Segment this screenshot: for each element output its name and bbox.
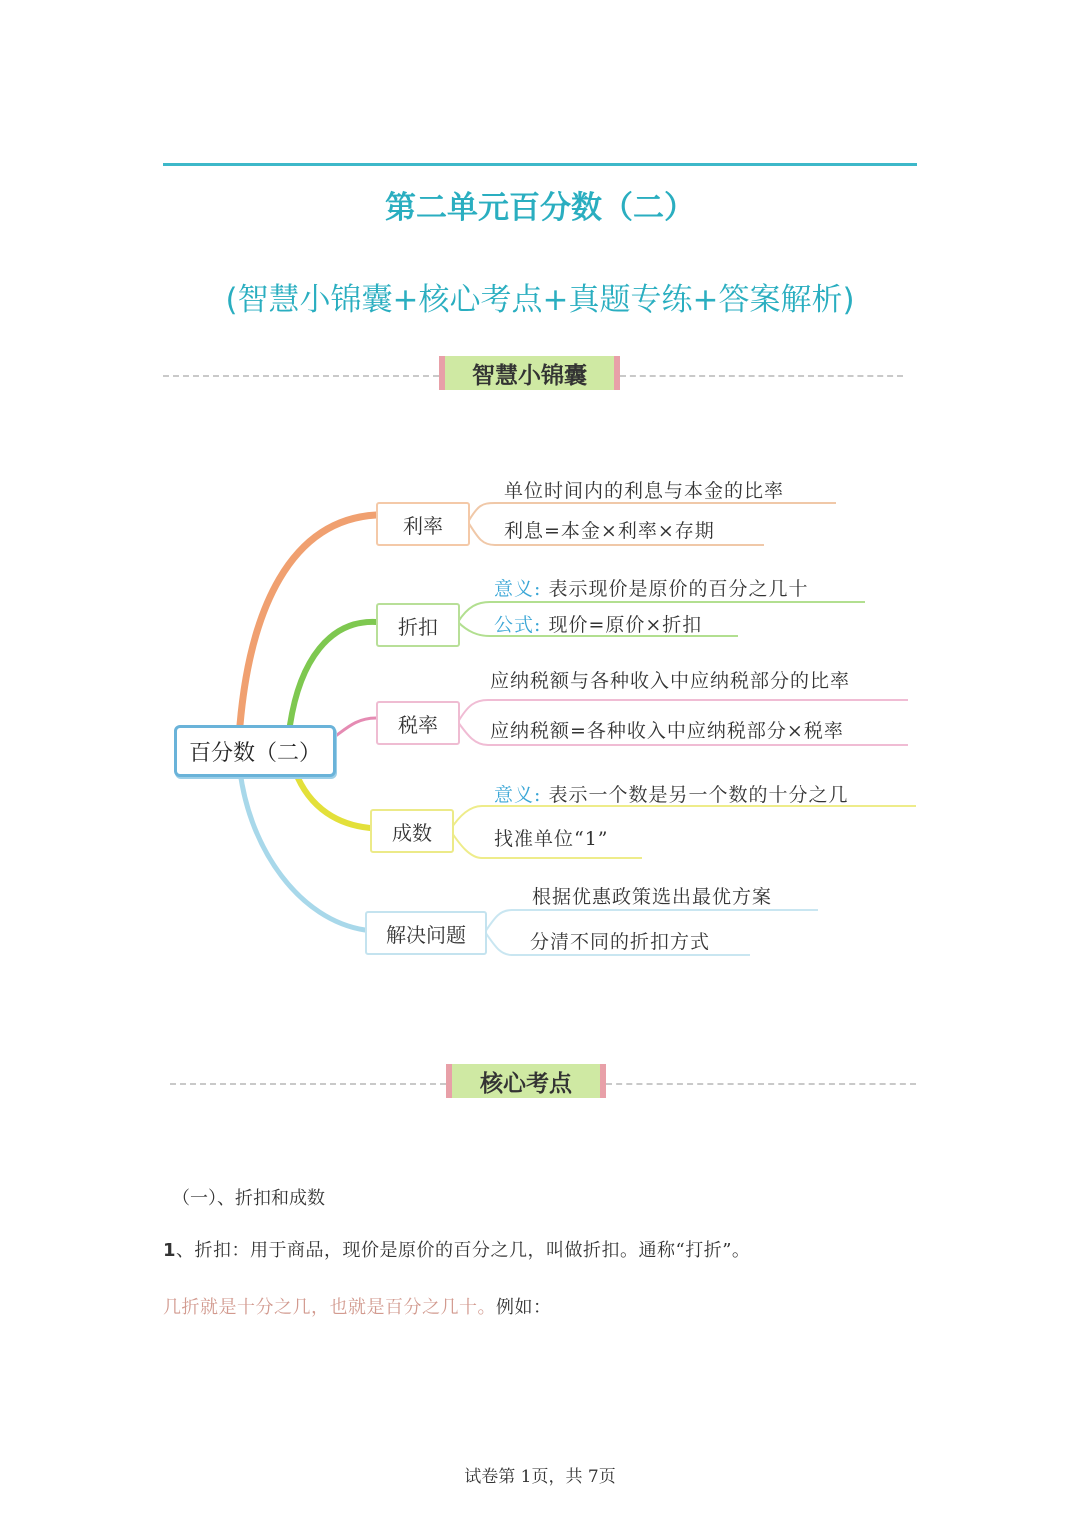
branch-zhekou: 折扣 bbox=[376, 603, 460, 647]
page-subtitle: (智慧小锦囊+核心考点+真题专练+答案解析) bbox=[225, 282, 855, 318]
connector-lilv bbox=[240, 515, 376, 725]
connector-jiejue bbox=[240, 771, 365, 930]
connector-zhekou bbox=[290, 622, 376, 725]
leaf-lilv-definition: 单位时间内的利息与本金的比率 bbox=[504, 480, 785, 502]
paragraph-discount-example: 几折就是十分之几，也就是百分之几十。例如： bbox=[163, 1297, 552, 1318]
leaf-jiejue-best-plan: 根据优惠政策选出最优方案 bbox=[532, 886, 773, 908]
leaf-chengshu-unit: 找准单位“1” bbox=[494, 828, 609, 850]
leaf-shuilv-definition: 应纳税额与各种收入中应纳税部分的比率 bbox=[490, 670, 851, 692]
leaf-chengshu-meaning: 意义: 表示一个数是另一个数的十分之几 bbox=[494, 784, 849, 806]
section-banner-core: 核心考点 bbox=[446, 1064, 606, 1098]
leaf-lilv-formula: 利息=本金×利率×存期 bbox=[504, 520, 715, 542]
mind-map bbox=[160, 460, 930, 980]
banner2-divider-right bbox=[606, 1083, 916, 1085]
section-banner-tips: 智慧小锦囊 bbox=[439, 356, 620, 390]
paragraph-discount: 1、折扣：用于商品，现价是原价的百分之几，叫做折扣。通称“打折”。 bbox=[163, 1240, 751, 1261]
leaf-jiejue-discount-ways: 分清不同的折扣方式 bbox=[530, 931, 711, 953]
top-rule bbox=[163, 163, 917, 166]
branch-shuilv: 税率 bbox=[376, 701, 460, 745]
page-title: 第二单元百分数（二） bbox=[385, 190, 695, 226]
connector-shuilv bbox=[330, 718, 376, 740]
branch-lilv: 利率 bbox=[376, 502, 470, 546]
banner2-divider-left bbox=[170, 1083, 446, 1085]
leaf-zhekou-formula: 公式: 现价=原价×折扣 bbox=[494, 614, 703, 636]
banner-divider-right bbox=[620, 375, 903, 377]
page-footer: 试卷第 1页，共 7页 bbox=[464, 1467, 616, 1487]
leaf-shuilv-formula: 应纳税额=各种收入中应纳税部分×税率 bbox=[490, 720, 844, 742]
branch-jiejue: 解决问题 bbox=[365, 911, 487, 955]
branch-chengshu: 成数 bbox=[370, 809, 454, 853]
leaf-zhekou-meaning: 意义: 表示现价是原价的百分之几十 bbox=[494, 578, 809, 600]
mind-map-root: 百分数（二） bbox=[174, 725, 336, 777]
section-heading: （一）、折扣和成数 bbox=[172, 1188, 325, 1209]
banner-divider-left bbox=[163, 375, 439, 377]
connector-chengshu bbox=[295, 771, 370, 828]
